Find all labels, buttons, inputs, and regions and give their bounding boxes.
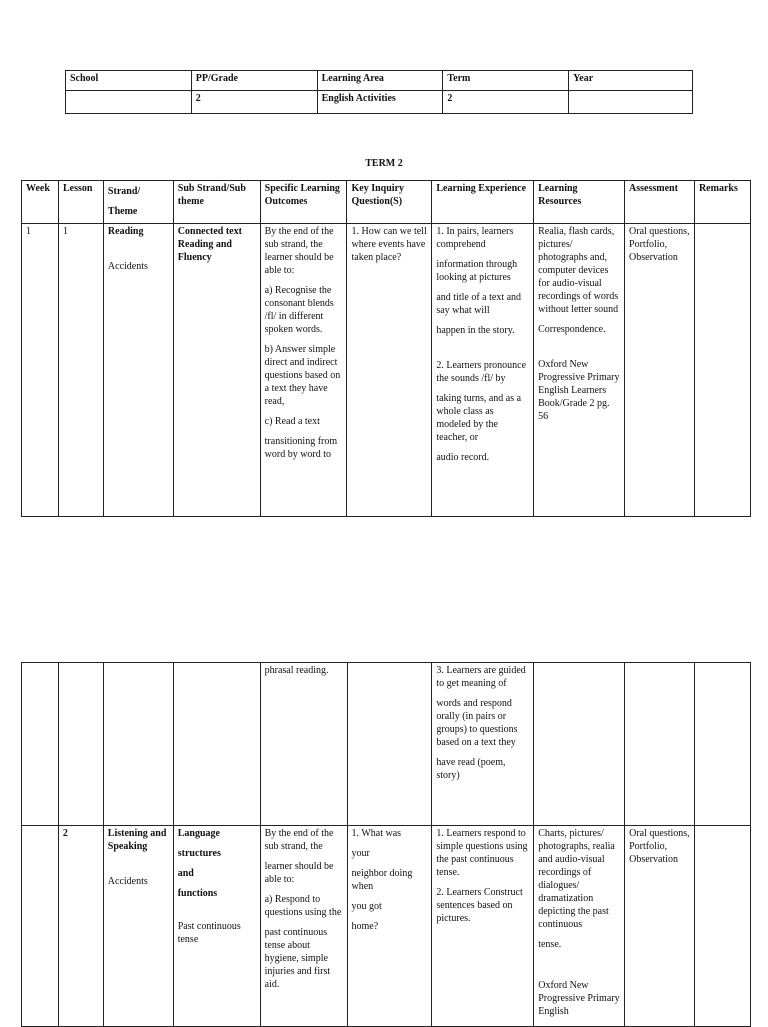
- resources-text: tense.: [538, 939, 562, 950]
- sub-strand-column-header: Sub Strand/Sub theme: [173, 181, 260, 224]
- week-cell: [22, 826, 59, 1027]
- strand-text: Reading: [107, 226, 144, 237]
- inquiry-cell: [347, 663, 432, 826]
- assessment-column-header: Assessment: [625, 181, 695, 224]
- scheme-table-continued: [21, 662, 751, 1027]
- experience-cell: [432, 224, 534, 517]
- theme-text: Accidents: [107, 876, 148, 887]
- sub-strand-text: functions: [177, 888, 218, 899]
- remarks-cell: [695, 826, 751, 1027]
- resources-cell: [534, 224, 625, 517]
- outcome-text: transitioning from word by word to: [264, 436, 338, 460]
- experience-text: taking turns, and as a whole class as modeled by the teacher, or: [436, 393, 522, 443]
- inquiry-text: neighbor doing when: [351, 868, 413, 892]
- lesson-column-header: Lesson: [58, 181, 103, 224]
- term-header: Term: [443, 71, 569, 91]
- experience-text: information through looking at pictures: [436, 259, 518, 283]
- resources-text: Charts, pictures/ photographs, realia and audio-visual recordings of dialogues/ dramatization depicting the past continuous: [538, 828, 615, 930]
- lesson-cell: 1: [58, 224, 103, 517]
- header-row: [66, 71, 693, 91]
- year-header: Year: [569, 71, 693, 91]
- experience-text: 3. Learners are guided to get meaning of: [436, 665, 526, 689]
- week-cell: [22, 663, 59, 826]
- resources-cell: [534, 663, 625, 826]
- resources-column-header: Learning Resources: [534, 181, 625, 224]
- outcome-text: a) Respond to questions using the: [264, 894, 342, 918]
- theme-text: Accidents: [107, 261, 148, 272]
- outcomes-cell: [260, 224, 347, 517]
- resources-cell: [534, 826, 625, 1027]
- school-header: School: [66, 71, 192, 91]
- table-row: [22, 663, 751, 826]
- experience-text: 1. In pairs, learners comprehend: [436, 226, 514, 250]
- grade-header: PP/Grade: [191, 71, 317, 91]
- table-row: [22, 224, 751, 517]
- outcomes-column-header: Specific Learning Outcomes: [260, 181, 347, 224]
- experience-text: happen in the story.: [436, 325, 515, 336]
- outcome-text: past continuous tense about hygiene, simple injuries and first aid.: [264, 927, 331, 990]
- sub-strand-cell: [173, 663, 260, 826]
- inquiry-text: home?: [351, 921, 379, 932]
- sub-strand-text: Language: [177, 828, 220, 839]
- week-cell: 1: [22, 224, 59, 517]
- learning-area-value: English Activities: [317, 91, 443, 114]
- strand-column-header: Strand/ Theme: [103, 181, 173, 224]
- outcome-text: b) Answer simple direct and indirect questions based on a text they have read,: [264, 344, 341, 407]
- remarks-cell: [695, 663, 751, 826]
- experience-text: 2. Learners Construct sentences based on pictures.: [436, 887, 523, 924]
- lesson-cell: 2: [58, 826, 103, 1027]
- experience-text: have read (poem, story): [436, 757, 506, 781]
- assessment-cell: Oral questions, Portfolio, Observation: [625, 224, 695, 517]
- strand-cell: [103, 826, 173, 1027]
- resources-text: Oxford New Progressive Primary English Learners Book/Grade 2 pg. 56: [538, 359, 620, 422]
- sub-strand-text: Past continuous tense: [177, 921, 241, 945]
- school-value: [66, 91, 192, 114]
- outcome-text: learner should be able to:: [264, 861, 334, 885]
- strand-text: Listening and Speaking: [107, 828, 167, 852]
- experience-column-header: Learning Experience: [432, 181, 534, 224]
- remarks-cell: [694, 224, 750, 517]
- outcome-text: a) Recognise the consonant blends /fl/ in different spoken words.: [264, 285, 334, 335]
- sub-strand-text: and: [177, 868, 194, 879]
- week-column-header: Week: [22, 181, 59, 224]
- strand-cell: [103, 663, 173, 826]
- sub-strand-cell: [173, 826, 260, 1027]
- experience-text: audio record.: [436, 452, 490, 463]
- experience-cell: [432, 826, 534, 1027]
- table-header-row: [22, 181, 751, 224]
- resources-text: Correspondence.: [538, 324, 606, 335]
- assessment-cell: [625, 663, 695, 826]
- experience-cell: [432, 663, 534, 826]
- remarks-column-header: Remarks: [694, 181, 750, 224]
- inquiry-text: you got: [351, 901, 382, 912]
- table-row: [22, 826, 751, 1027]
- outcome-text: By the end of the sub strand, the: [264, 828, 334, 852]
- outcomes-cell: [260, 826, 347, 1027]
- experience-text: and title of a text and say what will: [436, 292, 522, 316]
- year-value: [569, 91, 693, 114]
- resources-text: Oxford New Progressive Primary English: [538, 980, 620, 1017]
- experience-text: 2. Learners pronounce the sounds /fl/ by: [436, 360, 527, 384]
- strand-cell: [103, 224, 173, 517]
- inquiry-cell: [347, 826, 432, 1027]
- sub-strand-cell: Connected text Reading and Fluency: [173, 224, 260, 517]
- experience-text: 1. Learners respond to simple questions using the past continuous tense.: [436, 828, 528, 878]
- resources-text: Realia, flash cards, pictures/ photographs and, computer devices for audio-visual recordings of words without letter sound: [538, 226, 619, 315]
- term-title: TERM 2: [365, 158, 403, 169]
- scheme-table: [21, 180, 751, 517]
- assessment-cell: Oral questions, Portfolio, Observation: [625, 826, 695, 1027]
- grade-value: 2: [191, 91, 317, 114]
- experience-text: words and respond orally (in pairs or groups) to questions based on a text they: [436, 698, 518, 748]
- outcomes-cell: phrasal reading.: [260, 663, 347, 826]
- inquiry-column-header: Key Inquiry Question(S): [347, 181, 432, 224]
- term-value: 2: [443, 91, 569, 114]
- learning-area-header: Learning Area: [317, 71, 443, 91]
- outcome-text: By the end of the sub strand, the learner should be able to:: [264, 226, 334, 276]
- inquiry-text: your: [351, 848, 370, 859]
- sub-strand-text: structures: [177, 848, 221, 859]
- lesson-cell: [58, 663, 103, 826]
- inquiry-cell: 1. How can we tell where events have taken place?: [347, 224, 432, 517]
- inquiry-text: 1. What was: [351, 828, 402, 839]
- outcome-text: c) Read a text: [264, 416, 320, 427]
- school-info-table: [65, 70, 693, 114]
- value-row: [66, 91, 693, 114]
